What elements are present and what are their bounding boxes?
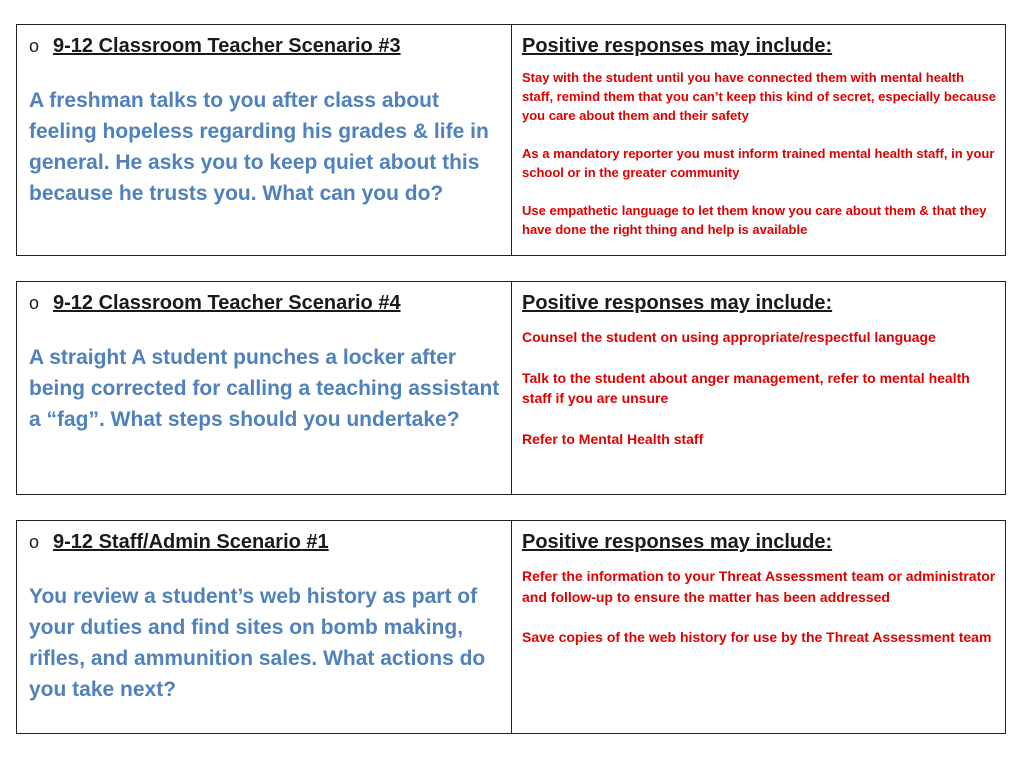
scenario-box-1 xyxy=(16,24,1006,256)
bullet-icon: o xyxy=(29,36,40,56)
scenario-title-row xyxy=(29,35,501,58)
response-item: Refer to Mental Health staff xyxy=(522,430,704,447)
scenario-title: 9-12 Classroom Teacher Scenario #3 xyxy=(53,35,401,57)
scenario-question: A straight A student punches a locker after being corrected for calling a teaching assistant a “fag”. What steps should you undertake? xyxy=(29,346,500,431)
responses-cell xyxy=(512,282,1005,494)
response-item: Use empathetic language to let them know you care about them & that they have done the right thing and help is available xyxy=(522,203,987,237)
response-item: Talk to the student about anger management, refer to mental health staff if you are unsure xyxy=(522,369,970,406)
responses-cell xyxy=(512,521,1005,733)
responses-cell xyxy=(512,25,1005,255)
responses-list xyxy=(522,566,997,648)
scenario-prompt-cell xyxy=(17,25,512,255)
responses-header: Positive responses may include: xyxy=(522,531,833,553)
response-item: Refer the information to your Threat Assessment team or administrator and follow-up to ensure the matter has been addressed xyxy=(522,568,996,605)
scenario-title-row xyxy=(29,292,501,315)
response-item: Save copies of the web history for use by the Threat Assessment team xyxy=(522,629,992,645)
scenario-title: 9-12 Classroom Teacher Scenario #4 xyxy=(53,292,401,314)
response-item: As a mandatory reporter you must inform trained mental health staff, in your school or in the greater community xyxy=(522,146,995,180)
scenario-prompt-cell xyxy=(17,521,512,733)
bullet-icon: o xyxy=(29,532,40,552)
scenario-box-2 xyxy=(16,281,1006,495)
responses-header: Positive responses may include: xyxy=(522,292,833,314)
response-item: Stay with the student until you have connected them with mental health staff, remind them that you can’t keep this kind of secret, especially because you care about them and their safety xyxy=(522,70,996,123)
scenario-box-3 xyxy=(16,520,1006,734)
scenario-title: 9-12 Staff/Admin Scenario #1 xyxy=(53,531,329,553)
bullet-icon: o xyxy=(29,293,40,313)
responses-list xyxy=(522,68,997,239)
scenario-prompt-cell xyxy=(17,282,512,494)
scenario-question: You review a student’s web history as part of your duties and find sites on bomb making, rifles, and ammunition sales. What actions do you take next? xyxy=(29,585,486,701)
scenario-question: A freshman talks to you after class about feeling hopeless regarding his grades & life in general. He asks you to keep quiet about this because he trusts you. What can you do? xyxy=(29,89,489,205)
responses-list xyxy=(522,327,997,449)
scenario-title-row xyxy=(29,531,501,554)
response-item: Counsel the student on using appropriate/respectful language xyxy=(522,329,936,345)
responses-header: Positive responses may include: xyxy=(522,35,833,57)
